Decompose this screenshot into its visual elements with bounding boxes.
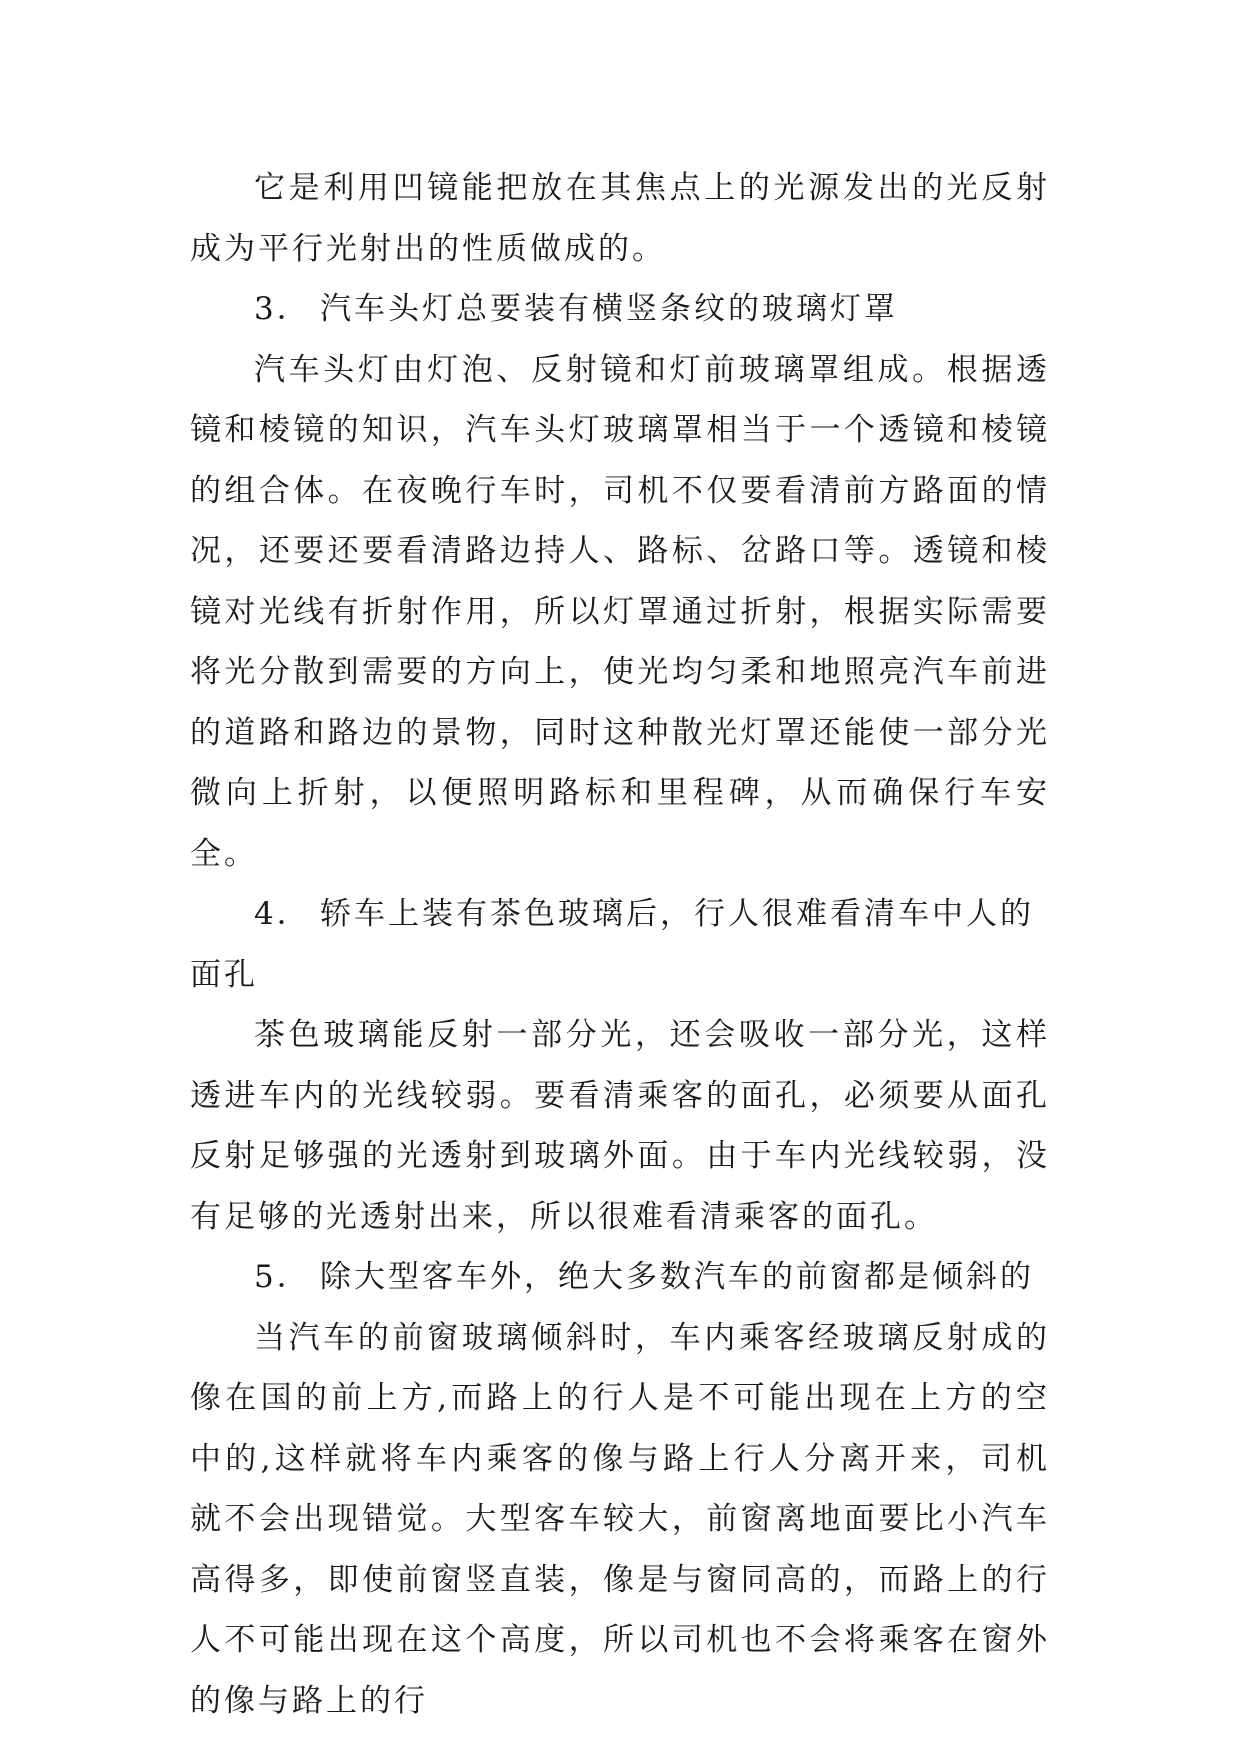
document-page [190,158,1050,1731]
section-title: 轿车上装有茶色玻璃后，行人很难看清车中人的面孔 [190,896,1034,993]
section-number: 4． [254,896,311,932]
section-number: 5． [254,1259,311,1295]
section-heading-5 [190,1247,1050,1308]
section-title: 汽车头灯总要装有横竖条纹的玻璃灯罩 [320,291,898,327]
section-heading-3 [190,279,1050,340]
paragraph-tinted-glass: 茶色玻璃能反射一部分光，还会吸收一部分光，这样透进车内的光线较弱。要看清乘客的面孔，必须要从面孔反射足够强的光透射到玻璃外面。由于车内光线较弱，没有足够的光透射出来，所以很难看清乘客的面孔。 [190,1017,1050,1235]
section-number: 3． [254,291,311,327]
paragraph-inclined-windshield: 当汽车的前窗玻璃倾斜时，车内乘客经玻璃反射成的像在国的前上方,而路上的行人是不可能出现在上方的空中的,这样就将车内乘客的像与路上行人分离开来，司机就不会出现错觉。大型客车较大，前窗离地面要比小汽车高得多，即使前窗竖直装，像是与窗同高的，而路上的行人不可能出现在这个高度，所以司机也不会将乘客在窗外的像与路上的行 [190,1319,1050,1719]
section-heading-4 [190,884,1050,1005]
paragraph-headlight-cover: 汽车头灯由灯泡、反射镜和灯前玻璃罩组成。根据透镜和棱镜的知识，汽车头灯玻璃罩相当于一个透镜和棱镜的组合体。在夜晚行车时，司机不仅要看清前方路面的情况，还要还要看清路边持人、路标、岔路口等。透镜和棱镜对光线有折射作用，所以灯罩通过折射，根据实际需要将光分散到需要的方向上，使光均匀柔和地照亮汽车前进的道路和路边的景物，同时这种散光灯罩还能使一部分光微向上折射，以便照明路标和里程碑，从而确保行车安全。 [190,351,1050,872]
paragraph-concave-mirror: 它是利用凹镜能把放在其焦点上的光源发出的光反射成为平行光射出的性质做成的。 [190,170,1050,267]
section-title: 除大型客车外，绝大多数汽车的前窗都是倾斜的 [320,1259,1034,1295]
